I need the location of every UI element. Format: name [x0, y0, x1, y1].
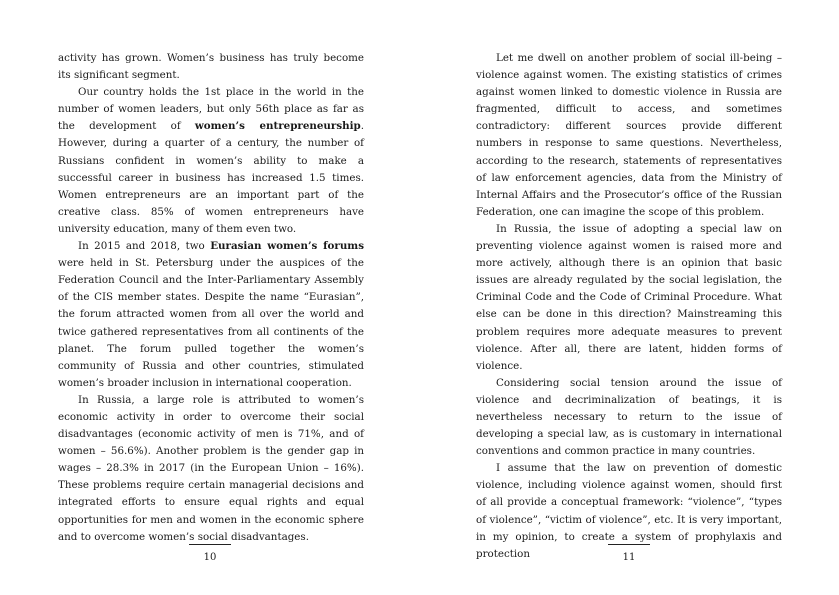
paragraph — [476, 221, 782, 375]
paragraph-text: activity has grown. Women’s business has truly become its significant segment. — [58, 52, 364, 82]
paragraph-text: I assume that the law on prevention of domestic violence, including violence against women, should first of all provide a conceptual framework: “violence”, “types of violence”, “victim of violence”, etc. It is very important, in my opinion, to create a system of prophylaxis and protection — [476, 462, 782, 560]
paragraph — [476, 50, 782, 221]
left-page — [58, 50, 364, 546]
paragraph-text: Let me dwell on another problem of social ill-being – violence against women. The existing statistics of crimes against women linked to domestic violence in Russia are fragmented, difficult to access, and sometimes contradictory: different sources provide different numbers in response to same questions. Nevertheless, according to the research, statements of representatives of law enforcement agencies, data from the Ministry of Internal Affairs and the Prosecutor’s office of the Russian Federation, one can imagine the scope of this problem. — [476, 52, 782, 218]
page-number-right: 11 — [608, 544, 650, 565]
paragraph-text: In 2015 and 2018, two — [78, 240, 211, 253]
paragraph — [58, 392, 364, 546]
paragraph-text: . However, during a quarter of a century, the number of Russians confident in women’s ability to make a successful career in business has increased 1.5 times. Women entrepreneurs are an important part of the creative class. 85% of women entrepreneurs have university education, many of them even two. — [58, 120, 365, 235]
bold-term: Eurasian women’s forums — [210, 240, 364, 253]
paragraph — [58, 50, 364, 84]
paragraph-text: In Russia, a large role is attributed to women’s economic activity in order to overcome their social disadvantages (economic activity of men is 71%, and of women – 56.6%). Another problem is the gender gap in wages – 28.3% in 2017 (in the European Union – 16%). These problems require certain managerial decisions and integrated efforts to ensure equal rights and equal opportunities for men and women in the economic sphere and to overcome women’s social disadvantages. — [58, 393, 364, 543]
page-number-left: 10 — [189, 544, 231, 565]
bold-term: women’s entrepreneurship — [194, 120, 361, 133]
right-page — [476, 50, 782, 563]
paragraph-text: were held in St. Petersburg under the auspices of the Federation Council and the Inter-Parliamentary Assembly of the CIS member states. Despite the name “Eurasian”, the forum attracted women from all over the world and twice gathered representatives from all continents of the planet. The forum pulled together the women’s community of Russia and other countries, stimulated women’s broader inclusion in international cooperation. — [58, 257, 364, 389]
paragraph — [476, 375, 782, 460]
paragraph-text: Our country holds the 1st place in the world in the number of women leaders, but only 56th place as far as the development of — [58, 86, 364, 133]
paragraph — [58, 238, 364, 392]
paragraph — [58, 84, 364, 238]
paragraph-text: In Russia, the issue of adopting a special law on preventing violence against women is raised more and more actively, although there is an opinion that basic issues are already regulated by the social legislation, the Criminal Code and the Code of Criminal Procedure. What else can be done in this direction? Mainstreaming this problem requires more adequate measures to prevent violence. After all, there are latent, hidden forms of violence. — [476, 222, 782, 372]
paragraph-text: Considering social tension around the issue of violence and decriminalization of beatings, it is nevertheless necessary to return to the issue of developing a special law, as is customary in international conventions and common practice in many countries. — [476, 376, 782, 458]
